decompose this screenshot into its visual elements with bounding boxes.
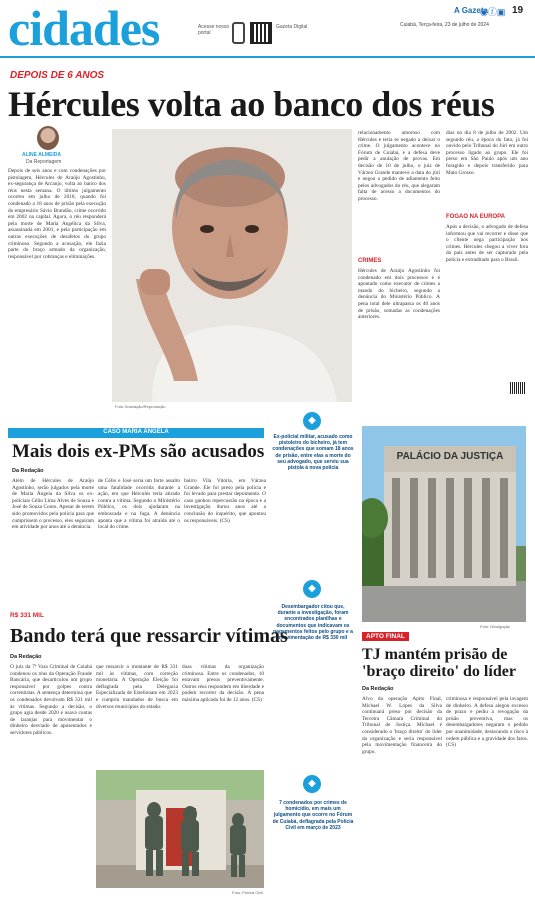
story2-column-1: Além de Hércules de Araújo Agostinho, serão julgados pela morte de Maria Ângela da Silva os ex-policiais Célio Lima Alves de Souza e José de Souza Couto. Apesar de terem sido promovidos pela polícia para que cumprissem o processo, eles seguiram em atividade por anos até a denúncia. bbox=[12, 478, 94, 531]
portrait-illustration bbox=[112, 129, 352, 402]
story4-kicker: APTO FINAL bbox=[362, 632, 409, 641]
promo-right-text: Gazeta Digital bbox=[276, 24, 308, 30]
story3-kicker: R$ 331 MIL bbox=[10, 612, 44, 619]
story3-column-3: duas vítimas da organização criminosa. Entre os condenados, 10 estavam presos preventivamente. Outros réus respondem em liberdade e podem recorrer da decisão. A pena máxima aplicada foi de 12 anos. (CS) bbox=[182, 664, 264, 703]
lead-column-3b: Após a decisão, o advogado de defesa informou que vai recorrer e disse que o cliente nega participação nos crimes. Hércules chegou a viver fora do país antes de ser capturado pela polícia e extraditado para o Brasil. bbox=[446, 224, 528, 263]
section-title: cidades bbox=[8, 0, 160, 56]
lead-photo-caption: Foto: Ilustração/Reprodução bbox=[115, 404, 166, 409]
barcode-icon bbox=[510, 382, 526, 394]
story2-byline: Da Redação bbox=[12, 468, 44, 474]
lead-headline: Hércules volta ao banco dos réus bbox=[8, 84, 495, 124]
story4-column-2: criminosa e responsável pela lavagem de dinheiro. A defesa alegou excesso de prazo e pediu a revogação da prisão preventiva, mas os desembargadores negaram o pedido por unanimidade, destacando o risco à ordem pública e a gravidade dos fatos. (CS) bbox=[446, 696, 528, 749]
fact-box-3: 7 condenados por crimes de homicídio, em mais um julgamento que ocorre no Fórum de Cuiabá, deflagrada pela Polícia Civil em março de 2023 bbox=[272, 800, 354, 831]
masthead bbox=[0, 0, 535, 58]
page-number: 19 bbox=[512, 5, 524, 16]
story4-headline: TJ mantém prisão de 'braço direito' do líder bbox=[362, 646, 516, 680]
lead-subhead-europa: FOGAO NA EUROPA bbox=[446, 214, 506, 220]
author-avatar bbox=[37, 126, 59, 150]
fact-box-2: Desembargador citou que, durante a investigação, foram encontrados planilhas e documentos que indicavam os pagamentos feitos pelo grupo e a movimentação de R$ 330 mil bbox=[273, 604, 353, 642]
dateline: Cuiabá, Terça-feira, 23 de julho de 2024 bbox=[400, 22, 489, 28]
lead-column-3: dias no dia 8 de julho de 2002. Um segundo réu, a época do fato, já foi ouvido pelo Tribunal do Júri em outro processo ligado ao grupo. Ele foi preso em São Paulo após um ano foragido e depois transferido para Mato Grosso. bbox=[446, 130, 528, 176]
story3-headline: Bando terá que ressarcir vítimas bbox=[10, 625, 288, 647]
info-icon: ◆ bbox=[303, 580, 321, 598]
story3-column-1: O juiz da 7ª Vara Criminal de Cuiabá condenou os réus da Operação Fraude Bancária, que desarticulou um grupo responsável por golpes contra correntistas. A sentença determina que os condenados devolvam R$ 331 mil às vítimas. Segundo a decisão, o grupo agia desde 2020 e usava contas de laranjas para movimentar o dinheiro desviado de aposentados e servidores públicos. bbox=[10, 664, 92, 736]
story4-column-1: Alvo da operação Apito Final, Michael W. Lopes da Silva continuará preso por decisão da Terceira Câmara Criminal do Tribunal de Justiça. Michael é considerado o 'braço direito' do líder da organização e seria responsável pela movimentação financeira do grupo. bbox=[362, 696, 442, 755]
phone-icon bbox=[232, 22, 245, 44]
author-role: Da Reportagem bbox=[26, 159, 62, 165]
lead-column-2: relacionamento amoroso com Hércules e teria se negado a deixar o crime. O julgamento acontece no Fórum de Cuiabá, e a defesa deve pedir a anulação de provas. Em decisão de 10 de julho, o juiz de Várzea Grande manteve a data do júri e negou o pedido de adiamento feito pelos advogados do réu, que alegaram falta de acesso a documentos do processo. bbox=[358, 130, 440, 202]
police-raid-illustration bbox=[96, 770, 264, 888]
courthouse-caption: Foto: Divulgação bbox=[480, 624, 511, 629]
lead-kicker: DEPOIS DE 6 ANOS bbox=[10, 70, 105, 81]
social-icons: ◉ⓕ▣ bbox=[480, 7, 506, 17]
lead-column-1: Depois de seis anos e com condenações por pistolagem, Hércules de Araújo Agostinho, ex-segurança de Arcanjo, volta ao banco dos réus nesta semana. O último julgamento ocorreu em julho de 2018, quando foi condenado a 18 anos de prisão pela execução do empresário Sávio Brandão, crime ocorrido em 2002 na capital. Agora, o réu responderá pela morte de Maria Angélica da Silva, assassinada em 2001, e pela participação em outras execuções de desafetos do grupo criminoso. Segundo a acusação, ele fazia parte do braço armado da organização, responsável por cobranças e eliminações. bbox=[8, 168, 106, 260]
author-name: ALINE ALMEIDA bbox=[22, 152, 61, 158]
story2-bar: CASO MARIA ÂNGELA bbox=[8, 428, 264, 438]
story2-headline: Mais dois ex-PMs são acusados bbox=[12, 441, 265, 462]
lead-column-2b: Hércules de Araújo Agostinho foi condenado em dois processos e é apontado como executor de crimes a mando do bicheiro, segundo a denúncia do Ministério Público. A pena total dele ultrapassa os 40 anos de prisão, somadas as condenações anteriores. bbox=[358, 268, 440, 321]
promo-left-text: Acesse nosso portal bbox=[198, 24, 230, 36]
brand-logo: A Gazeta bbox=[454, 6, 488, 15]
courthouse-photo bbox=[362, 426, 526, 622]
story2-column-2: de Célio e José seria um forte assalto uma fatalidade ocorrida durante a ação, em que Hércules teria atirado contra a vítima. Segundo o Ministério Público, os dois ajudaram na emboscada e na fuga. A denúncia aponta que a vítima foi atraída até o local do crime. bbox=[98, 478, 180, 531]
police-photo bbox=[96, 770, 264, 888]
info-icon: ◆ bbox=[303, 412, 321, 430]
qr-code-icon bbox=[250, 22, 272, 44]
lead-photo bbox=[112, 129, 352, 402]
story3-byline: Da Redação bbox=[10, 654, 42, 660]
info-icon: ◆ bbox=[303, 775, 321, 793]
courthouse-sign: PALÁCIO DA JUSTIÇA bbox=[396, 451, 504, 462]
fact-box-1: Ex-policial militar, acusado como pistoleiro do bicheiro, já tem condenações que somam 18 anos de prisão, entre elas a morte do seu advogado, que serviu sua pistola à nova policia bbox=[272, 434, 354, 472]
story2-column-3: bairro Vila Vitória, em Várzea Grande. Ele foi preso pela polícia e foi levado para prestar depoimento. O caso ganhou repercussão na época e a investigação durou anos até a conclusão do inquérito, que apontou os responsáveis. (CS) bbox=[184, 478, 266, 524]
story4-byline: Da Redação bbox=[362, 686, 394, 692]
police-photo-caption: Foto: Polícia Civil bbox=[232, 890, 263, 895]
story3-column-2: que ressarcir o montante de R$ 331 mil às vítimas, com correção monetária. A Operação Eleição foi deflagrada pela Delegacia Especializada de Estelionato em 2023 e cumpriu mandados de busca em diversos municípios do estado. bbox=[96, 664, 178, 710]
lead-subhead-crimes: CRIMES bbox=[358, 258, 382, 264]
